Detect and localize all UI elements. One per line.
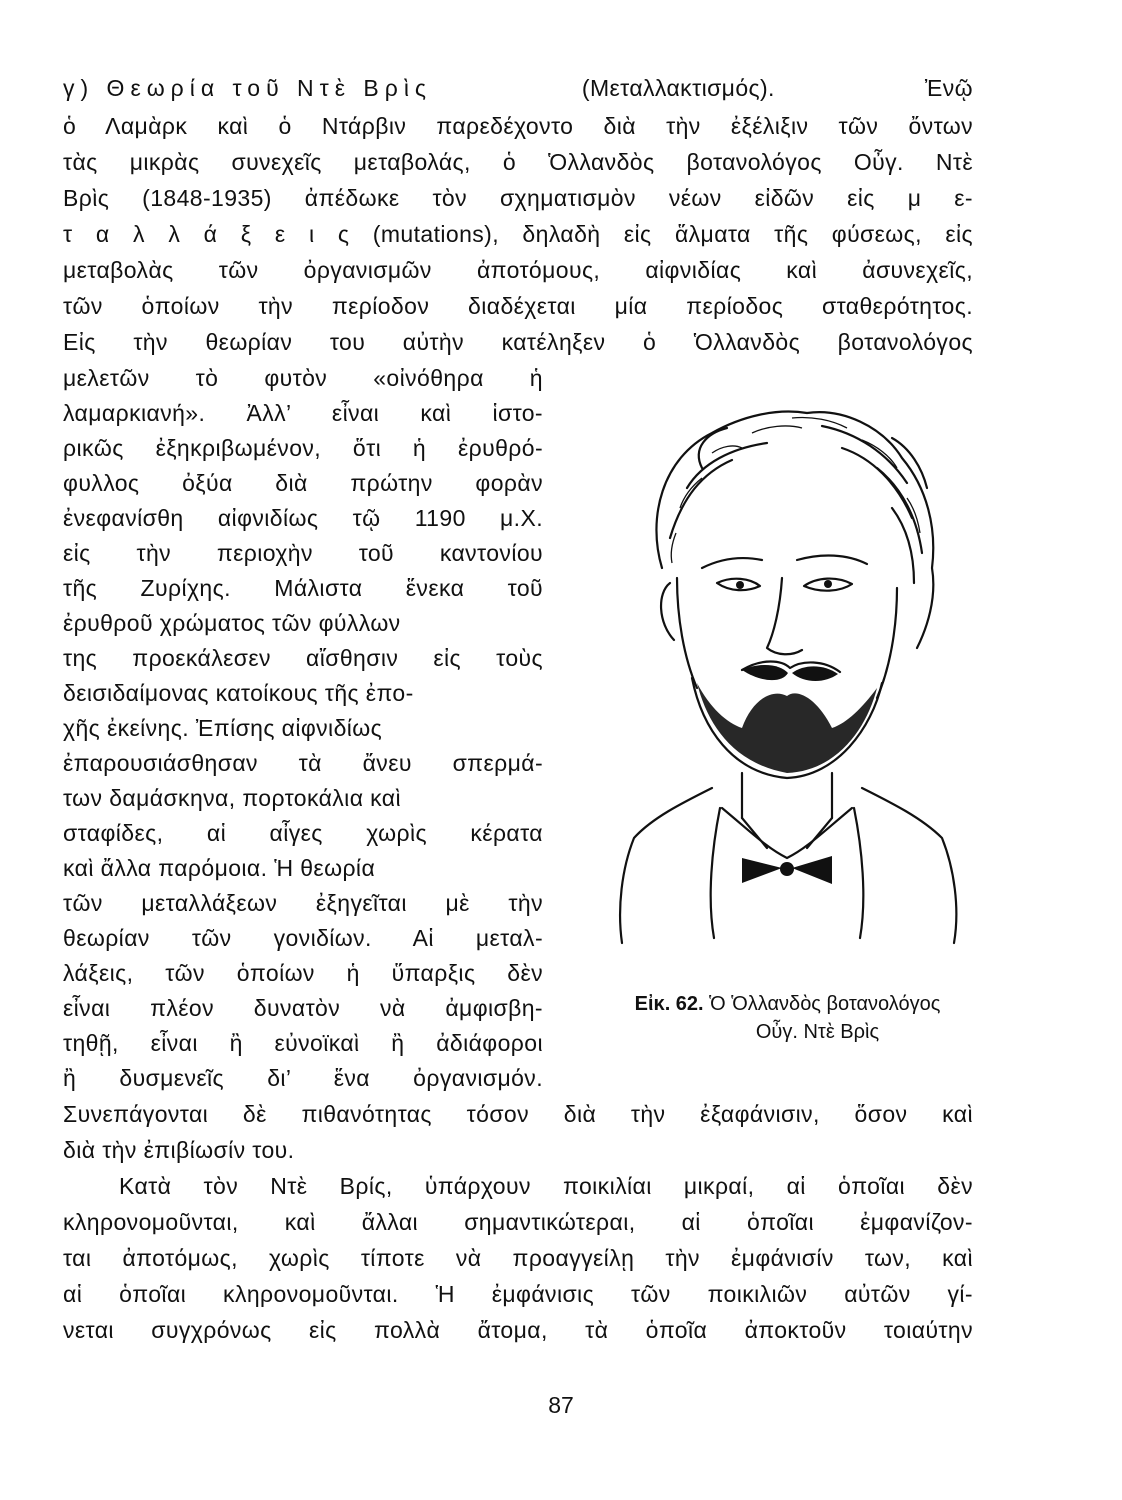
column-line: τῶν μεταλλάξεων ἐξηγεῖται μὲ τὴν [63, 890, 543, 916]
body-line: ὁ Λαμὰρκ καὶ ὁ Ντάρβιν παρεδέχοντο διὰ τὴν ἐξέλιξιν τῶν ὄντων [63, 113, 973, 139]
column-line: καὶ ἄλλα παρόμοια. Ἡ θεωρία [63, 855, 376, 881]
body-line: διὰ τὴν ἐπιβίωσίν του. [63, 1137, 295, 1163]
caption-line-2: Οὖγ. Ντὲ Βρὶς [755, 1021, 880, 1043]
figure-label: Εἰκ. 62. [634, 993, 704, 1015]
beard-shading [697, 683, 877, 773]
body-line: Εἰς τὴν θεωρίαν του αὐτὴν κατέληξεν ὁ Ὁλλανδὸς βοτανολόγος [63, 329, 973, 355]
body-line: Συνεπάγονται δὲ πιθανότητας τόσον διὰ τὴν ἐξαφάνισιν, ὅσον καὶ [63, 1101, 973, 1127]
column-line: των δαμάσκηνα, πορτοκάλια καὶ [63, 785, 402, 811]
column-line: τηθῇ, εἶναι ἢ εὐνοϊκαὶ ἢ ἀδιάφοροι [63, 1030, 543, 1056]
column-line: λαμαρκιανή». Ἀλλ’ εἶναι καὶ ἱστο- [63, 400, 543, 426]
column-line: θεωρίαν τῶν γονιδίων. Αἱ μεταλ- [63, 925, 543, 951]
body-line: μεταβολὰς τῶν ὀργανισμῶν ἀποτόμους, αἰφνιδίας καὶ ἀσυνεχεῖς, [63, 257, 973, 283]
body-line: τὰς μικρὰς συνεχεῖς μεταβολάς, ὁ Ὁλλανδὸς βοτανολόγος Οὖγ. Ντὲ [63, 149, 973, 175]
column-line: ἐρυθροῦ χρώματος τῶν φύλλων [63, 610, 401, 636]
column-line: τῆς Ζυρίχης. Μάλιστα ἕνεκα τοῦ [63, 575, 543, 601]
column-line: ἢ δυσμενεῖς δι’ ἕνα ὀργανισμόν. [63, 1065, 543, 1091]
column-line: ἐνεφανίσθη αἰφνιδίως τῷ 1190 μ.Χ. [63, 505, 543, 531]
coat-right [862, 788, 956, 943]
body-line: τ α λ λ ά ξ ε ι ς (mutations), δηλαδὴ εἰς ἅλματα τῆς φύσεως, εἰς [63, 221, 973, 247]
portrait-illustration [592, 378, 980, 948]
column-line: ἐπαρουσιάσθησαν τὰ ἄνευ σπερμά- [63, 750, 543, 776]
column-line: εἰς τὴν περιοχὴν τοῦ καντονίου [63, 540, 543, 566]
column-line: σταφίδες, αἱ αἶγες χωρὶς κέρατα [63, 820, 543, 846]
section-heading [63, 72, 973, 104]
column-line: φυλλος ὀξύα διὰ πρώτην φορὰν [63, 470, 543, 496]
column-line: δεισιδαίμονας κατοίκους τῆς ἐπο- [63, 680, 414, 706]
page-number: 87 [548, 1392, 574, 1418]
body-line: αἱ ὁποῖαι κληρονομοῦνται. Ἡ ἐμφάνισις τῶν ποικιλιῶν αὐτῶν γί- [63, 1281, 973, 1307]
caption-text: Ὁ Ὁλλανδὸς βοτανολόγος [709, 993, 941, 1015]
column-line: λάξεις, τῶν ὁποίων ἡ ὕπαρξις δὲν [63, 960, 543, 986]
heading-parenthetical: (Μεταλλακτισμός). [581, 75, 775, 101]
hair-outline [656, 412, 933, 648]
figure-caption [585, 990, 990, 1046]
column-line: μελετῶν τὸ φυτὸν «οἰνόθηρα ἡ [63, 365, 543, 391]
body-line: Βρὶς (1848-1935) ἀπέδωκε τὸν σχηματισμὸν νέων εἰδῶν εἰς μ ε- [63, 185, 973, 211]
paragraph-first-line: Κατὰ τὸν Ντὲ Βρίς, ὑπάρχουν ποικιλίαι μικραί, αἱ ὁποῖαι δὲν [119, 1173, 973, 1199]
heading-label: γ) Θεωρία τοῦ Ντὲ Βρὶς [63, 75, 433, 101]
caption-line-1 [585, 990, 990, 1018]
column-line: εἶναι πλέον δυνατὸν νὰ ἀμφισβη- [63, 995, 543, 1021]
body-line: ται ἀποτόμως, χωρὶς τίποτε νὰ προαγγείλῃ τὴν ἐμφάνισίν των, καὶ [63, 1245, 973, 1271]
column-line: της προεκάλεσεν αἴσθησιν εἰς τοὺς [63, 645, 543, 671]
column-line: χῆς ἐκείνης. Ἐπίσης αἰφνιδίως [63, 715, 383, 741]
body-line: τῶν ὁποίων τὴν περίοδον διαδέχεται μία περίοδος σταθερότητος. [63, 293, 973, 319]
body-line: κληρονομοῦνται, καὶ ἄλλαι σημαντικώτεραι, αἱ ὁποῖαι ἐμφανίζον- [63, 1209, 973, 1235]
body-line: νεται συγχρόνως εἰς πολλὰ ἄτομα, τὰ ὁποῖα ἀποκτοῦν τοιαύτην [63, 1317, 973, 1343]
coat-left [620, 788, 712, 943]
column-line: ρικῶς ἐξηκριβωμένον, ὅτι ἡ ἐρυθρό- [63, 435, 543, 461]
heading-tail: Ἐνῷ [924, 75, 973, 101]
